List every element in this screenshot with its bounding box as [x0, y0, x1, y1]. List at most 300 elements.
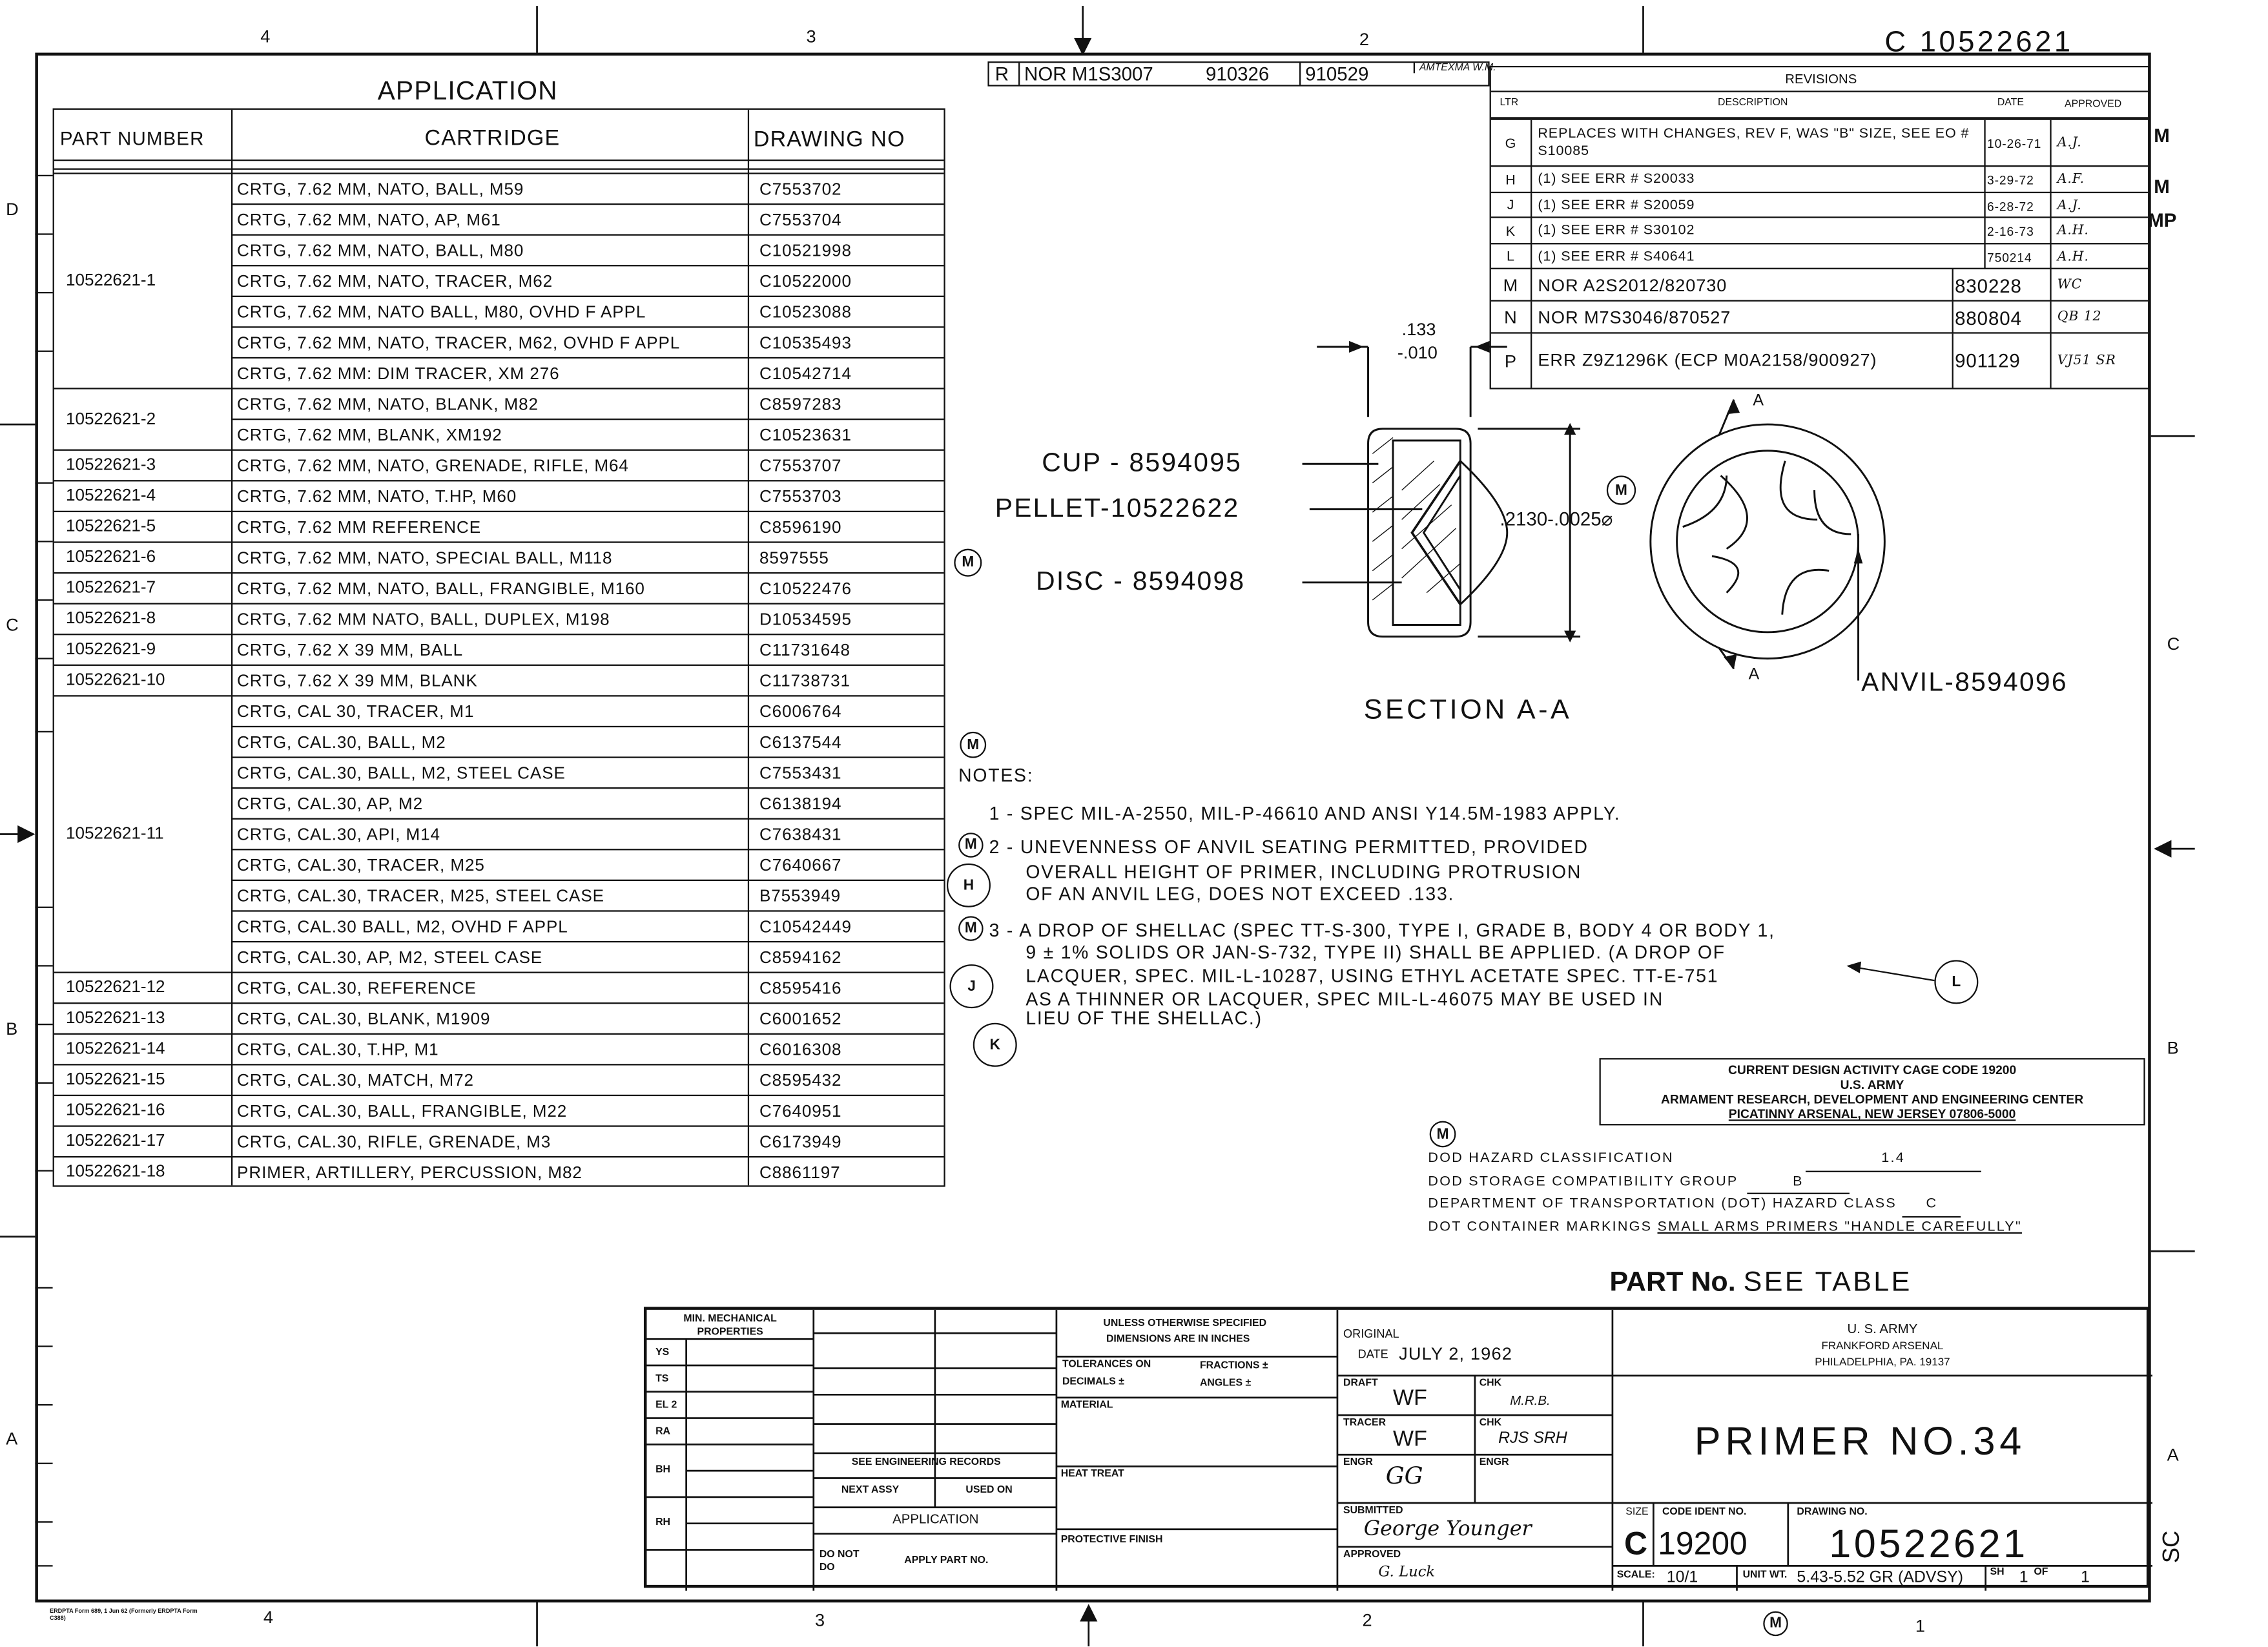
code-ident-value: 19200: [1658, 1524, 1747, 1562]
table-row: [231, 941, 943, 973]
notes-title: NOTES:: [958, 765, 1034, 786]
table-row: [231, 234, 943, 267]
rev-approved: A.J.: [2050, 120, 2150, 167]
strip-date: 910326: [1206, 63, 1270, 85]
drawing-no-cell: C8861197: [759, 1164, 841, 1182]
drawing-no-cell: C7553707: [759, 457, 842, 475]
primer-section-view: [1288, 315, 2165, 724]
dod-hazard-label: DOD HAZARD CLASSIFICATION: [1428, 1150, 1674, 1166]
disc-label: DISC - 8594098: [1036, 566, 1246, 596]
cartridge-cell: CRTG, 7.62 MM, NATO, AP, M61: [237, 211, 501, 229]
rev-date: 3-29-72: [1984, 167, 2050, 193]
rev-date: 880804: [1952, 302, 2050, 334]
part-number-cell: 10522621-15: [54, 1064, 231, 1095]
part-no: [1609, 1267, 1912, 1300]
rev-description: (1) SEE ERR # S20059: [1531, 193, 1984, 218]
rev-header-approved: APPROVED: [2065, 99, 2122, 110]
rev-description: NOR A2S2012/820730: [1531, 269, 1952, 302]
cartridge-cell: CRTG, 7.62 MM: DIM TRACER, XM 276: [237, 365, 560, 383]
cartridge-cell: CRTG, CAL 30, TRACER, M1: [237, 703, 475, 721]
table-row: [231, 511, 943, 543]
zone-right-c: C: [2167, 634, 2180, 654]
heat-treat: HEAT TREAT: [1060, 1469, 1124, 1480]
table-row: [231, 603, 943, 636]
agency-block: [1613, 1321, 2152, 1370]
table-row: [231, 419, 943, 451]
submitted-signature: George Younger: [1363, 1517, 1532, 1541]
drawing-no-cell: C7640951: [759, 1103, 842, 1121]
drawing-no-cell: C8595416: [759, 979, 842, 998]
margin-mark-3: MP: [2148, 209, 2177, 231]
zone-right-b: B: [2167, 1037, 2179, 1059]
revision-row: [1491, 119, 2148, 167]
rev-header-ltr: LTR: [1500, 98, 1519, 109]
pellet-label: PELLET-10522622: [995, 493, 1240, 523]
dot-markings-value: SMALL ARMS PRIMERS "HANDLE CAREFULLY": [1657, 1218, 2022, 1235]
cartridge-cell: CRTG, CAL.30, API, M14: [237, 826, 440, 844]
cartridge-cell: CRTG, 7.62 MM, NATO, BALL, FRANGIBLE, M160: [237, 580, 645, 598]
drawing-no-value: 10522621: [1829, 1522, 2028, 1566]
table-row: [231, 756, 943, 789]
table-row: [231, 818, 943, 851]
rev-date: 901129: [1952, 334, 2050, 388]
cartridge-cell: CRTG, CAL.30, BLANK, M1909: [237, 1010, 491, 1028]
engr-signature: GG: [1385, 1462, 1423, 1490]
tracer-label: TRACER: [1343, 1418, 1387, 1429]
drawing-no-cell: C10523088: [759, 304, 852, 322]
do-not: DO NOT: [819, 1549, 860, 1560]
approved-signature: G. Luck: [1378, 1564, 1436, 1581]
table-row: [231, 1033, 943, 1066]
anvil-label: ANVIL-8594096: [1861, 667, 2068, 697]
table-row: [231, 665, 943, 697]
revision-row: [1491, 165, 2148, 193]
rev-description: (1) SEE ERR # S20033: [1531, 167, 1984, 193]
zone-top-3: 3: [806, 26, 816, 47]
scale-label: SCALE:: [1616, 1570, 1655, 1581]
rev-ltr: P: [1504, 350, 1517, 371]
table-row: [231, 203, 943, 236]
min-mech-props: MIN. MECHANICAL PROPERTIES: [683, 1314, 777, 1338]
cartridge-cell: CRTG, 7.62 MM, NATO, T.HP, M60: [237, 488, 517, 506]
submitted-label: SUBMITTED: [1343, 1506, 1403, 1517]
table-row: [231, 541, 943, 574]
dims-in-inches: DIMENSIONS ARE IN INCHES: [1106, 1334, 1250, 1345]
rev-ltr: M: [1503, 274, 1519, 296]
drawing-no-cell: C10542449: [759, 918, 852, 936]
dot-hazard-value: C: [1902, 1194, 1961, 1217]
revision-row: [1491, 216, 2148, 244]
original-label: ORIGINAL: [1343, 1327, 1399, 1341]
cartridge-cell: CRTG, CAL.30, AP, M2, STEEL CASE: [237, 949, 543, 967]
rev-flag-l: L: [1934, 960, 1978, 1004]
rev-ltr: G: [1505, 135, 1517, 152]
rev-date: 830228: [1952, 269, 2050, 302]
title-block: [644, 1307, 2150, 1588]
note-3-m-flag: M: [958, 916, 984, 941]
zone-left-b: B: [6, 1018, 18, 1039]
table-row: [231, 388, 943, 420]
dim-diameter: .2130-.0025⌀: [1500, 508, 1613, 530]
next-assy: NEXT ASSY: [841, 1485, 900, 1496]
apply-part-no: APPLY PART NO.: [904, 1555, 989, 1566]
section-label: SECTION A-A: [1363, 695, 1572, 726]
prop-rh: RH: [655, 1517, 671, 1528]
code-ident-label: CODE IDENT NO.: [1662, 1507, 1747, 1518]
table-row: [231, 326, 943, 358]
drawing-number-top: C 10522621: [1884, 26, 2074, 59]
rev-ltr: J: [1507, 197, 1515, 214]
zone-top-2: 2: [1359, 29, 1370, 50]
rev-flag-j: J: [950, 964, 994, 1008]
revision-row: [1491, 243, 2148, 269]
table-row: [231, 1095, 943, 1127]
notes-m-flag: M: [960, 732, 986, 758]
do: DO: [819, 1562, 835, 1573]
zone-left-c: C: [6, 614, 19, 636]
application-label: APPLICATION: [892, 1511, 979, 1527]
table-row: [231, 1156, 943, 1188]
zone-bottom-4: 4: [263, 1606, 273, 1628]
dim-height: .133: [1401, 318, 1436, 340]
draft-initials: WF: [1393, 1385, 1427, 1411]
cup-label: CUP - 8594095: [1042, 448, 1242, 477]
rev-approved: VJ51 SR: [2050, 334, 2150, 388]
drawing-no-cell: C6138194: [759, 795, 842, 813]
rev-flag-h: H: [947, 864, 991, 907]
revision-strip: [987, 61, 1496, 87]
cage-line-1: CURRENT DESIGN ACTIVITY CAGE CODE 19200: [1727, 1062, 2017, 1077]
strip-ltr: R: [995, 63, 1009, 85]
cartridge-cell: CRTG, CAL.30, MATCH, M72: [237, 1072, 474, 1090]
fractions: FRACTIONS ±: [1199, 1361, 1268, 1372]
rev-date: 2-16-73: [1984, 218, 2050, 245]
material: MATERIAL: [1060, 1400, 1113, 1411]
part-number-cell: 10522621-5: [54, 511, 231, 542]
part-number-cell: 10522621-3: [54, 450, 231, 481]
part-number-cell: 10522621-2: [54, 388, 231, 449]
cartridge-cell: CRTG, CAL.30, AP, M2: [237, 795, 424, 813]
note-1: 1 - SPEC MIL-A-2550, MIL-P-46610 AND ANSI Y14.5M-1983 APPLY.: [989, 803, 1621, 824]
prop-ys: YS: [655, 1347, 670, 1358]
table-row: [231, 849, 943, 881]
strip-approved-signature: AMTEXMA W.M.: [1414, 63, 1496, 73]
dod-storage-label: DOD STORAGE COMPATIBILITY GROUP: [1428, 1173, 1738, 1189]
part-number-cell: 10522621-9: [54, 634, 231, 665]
table-row: [231, 695, 943, 727]
drawing-no-cell: C11731648: [759, 641, 850, 659]
tolerances-on: TOLERANCES ON: [1062, 1359, 1151, 1370]
zone-bottom-2: 2: [1362, 1610, 1372, 1631]
part-number-cell: 10522621-17: [54, 1125, 231, 1156]
part-number-cell: 10522621-18: [54, 1156, 231, 1187]
zone-bottom-1: 1: [1915, 1615, 1926, 1637]
size-value: C: [1624, 1524, 1648, 1562]
angles: ANGLES ±: [1199, 1378, 1252, 1389]
drawing-no-cell: C10542714: [759, 365, 852, 383]
zone-bottom-3: 3: [815, 1610, 825, 1631]
agency-line-3: PHILADELPHIA, PA. 19137: [1815, 1355, 1950, 1369]
agency-line-1: U. S. ARMY: [1847, 1321, 1918, 1336]
table-row: [231, 971, 943, 1004]
dod-m-flag: M: [1430, 1121, 1456, 1148]
rev-description: NOR M7S3046/870527: [1531, 302, 1952, 334]
drawing-no-cell: C10522000: [759, 273, 852, 291]
unit-wt-value: 5.43-5.52 GR (ADVSY): [1797, 1568, 1964, 1587]
cartridge-cell: CRTG, 7.62 MM, NATO, TRACER, M62: [237, 273, 553, 291]
cartridge-cell: PRIMER, ARTILLERY, PERCUSSION, M82: [237, 1164, 582, 1182]
rev-approved: A.H.: [2050, 218, 2150, 245]
note-3-line-3: LACQUER, SPEC. MIL-L-10287, USING ETHYL ACETATE SPEC. TT-E-751: [1026, 966, 1719, 987]
part-number-cell: 10522621-14: [54, 1033, 231, 1064]
part-number-cell: 10522621-6: [54, 541, 231, 572]
zone-left-d: D: [6, 199, 19, 220]
dod-hazard-value: 1.4: [1806, 1149, 1981, 1172]
margin-mark-2: M: [2154, 175, 2170, 198]
part-number-cell: 10522621-4: [54, 480, 231, 511]
header-cartridge: CARTRIDGE: [424, 125, 561, 150]
rev-approved: QB 12: [2050, 302, 2150, 334]
dim-height-tol: -.010: [1397, 342, 1438, 363]
rev-description: (1) SEE ERR # S30102: [1531, 218, 1984, 245]
rev-description: REPLACES WITH CHANGES, REV F, WAS "B" SIZE, SEE EO # S10085: [1531, 120, 1984, 167]
zone-top-4: 4: [260, 26, 271, 47]
cartridge-cell: CRTG, 7.62 MM, NATO BALL, M80, OVHD F APPL: [237, 304, 646, 322]
chk2-signature: RJS SRH: [1498, 1429, 1567, 1447]
table-row: [231, 296, 943, 328]
rev-header-description: DESCRIPTION: [1718, 98, 1788, 109]
cartridge-cell: CRTG, 7.62 X 39 MM, BLANK: [237, 672, 478, 690]
dod-block: [1428, 1149, 2022, 1238]
table-row: [231, 357, 943, 389]
zone-right-a: A: [2167, 1444, 2179, 1466]
engr2-label: ENGR: [1479, 1457, 1509, 1468]
table-row: [231, 1064, 943, 1096]
table-row: [231, 265, 943, 297]
date-label: DATE: [1357, 1347, 1388, 1362]
table-row: [231, 1002, 943, 1035]
cartridge-cell: CRTG, 7.62 MM, NATO, BALL, M59: [237, 180, 524, 199]
drawing-no-cell: B7553949: [759, 887, 841, 906]
table-row: [231, 880, 943, 912]
table-row: [231, 634, 943, 666]
cartridge-cell: CRTG, 7.62 MM, NATO, BALL, M80: [237, 242, 524, 260]
tracer-initials: WF: [1393, 1427, 1427, 1452]
drawing-no-cell: C6173949: [759, 1133, 842, 1152]
table-row: [231, 1125, 943, 1157]
revision-row: [1491, 192, 2148, 218]
dot-markings-label: DOT CONTAINER MARKINGS: [1428, 1218, 1653, 1235]
drawing-no-cell: C10535493: [759, 334, 852, 352]
rev-description: (1) SEE ERR # S40641: [1531, 244, 1984, 269]
note-3-line-4: AS A THINNER OR LACQUER, SPEC MIL-L-46075 MAY BE USED IN: [1026, 989, 1664, 1010]
cartridge-cell: CRTG, CAL.30, T.HP, M1: [237, 1041, 439, 1059]
part-number-cell: 10522621-8: [54, 603, 231, 634]
table-row: [231, 572, 943, 605]
rev-date: 10-26-71: [1984, 120, 2050, 167]
cartridge-cell: CRTG, 7.62 MM, BLANK, XM192: [237, 426, 502, 444]
zone-left-a: A: [6, 1428, 18, 1449]
rev-approved: WC: [2050, 269, 2150, 302]
dim-m-flag: M: [1607, 475, 1636, 504]
note-2-line-1: 2 - UNEVENNESS OF ANVIL SEATING PERMITTED, PROVIDED: [989, 837, 1589, 858]
prop-ra: RA: [655, 1427, 671, 1438]
engr-label: ENGR: [1343, 1457, 1373, 1468]
rev-approved: A.H.: [2050, 244, 2150, 269]
cut-a-top: A: [1753, 392, 1764, 410]
cut-a-bottom: A: [1748, 665, 1760, 684]
drawing-no-cell: C10522476: [759, 580, 852, 598]
leader-arrow: [1844, 958, 1946, 988]
drawing-no-cell: C6006764: [759, 703, 842, 721]
rev-date: 750214: [1984, 244, 2050, 269]
cartridge-cell: CRTG, CAL.30, BALL, M2, STEEL CASE: [237, 764, 566, 783]
part-number-cell: 10522621-1: [54, 172, 231, 388]
revision-row: [1491, 268, 2148, 302]
form-note: ERDPTA Form 689, 1 Jun 62 (Formerly ERDPTA Form C388): [50, 1606, 198, 1622]
drawing-title: PRIMER NO.34: [1694, 1419, 2026, 1464]
note-2-line-3: OF AN ANVIL LEG, DOES NOT EXCEED .133.: [1026, 884, 1455, 905]
table-row: [231, 450, 943, 482]
table-row: [231, 910, 943, 942]
part-number-cell: 10522621-12: [54, 971, 231, 1002]
cage-line-4: PICATINNY ARSENAL, NEW JERSEY 07806-5000: [1728, 1106, 2016, 1121]
original-date: JULY 2, 1962: [1399, 1343, 1512, 1364]
rev-flag-k: K: [973, 1023, 1017, 1067]
header-part-number: PART NUMBER: [59, 126, 205, 149]
part-no-label: PART No.: [1609, 1267, 1736, 1298]
cartridge-cell: CRTG, 7.62 MM, NATO, GRENADE, RIFLE, M64: [237, 457, 629, 475]
drawing-no-cell: C8594162: [759, 949, 842, 967]
cartridge-cell: CRTG, CAL.30, REFERENCE: [237, 979, 477, 998]
table-row: [231, 726, 943, 758]
drawing-no-label: DRAWING NO.: [1797, 1507, 1868, 1518]
table-row: [231, 787, 943, 820]
cartridge-cell: CRTG, CAL.30, TRACER, M25, STEEL CASE: [237, 887, 604, 906]
cartridge-cell: CRTG, 7.62 MM, NATO, TRACER, M62, OVHD F APPL: [237, 334, 681, 352]
note-3-line-1: 3 - A DROP OF SHELLAC (SPEC TT-S-300, TYPE I, GRADE B, BODY 4 OR BODY 1,: [989, 920, 1775, 941]
drawing-no-cell: C11738731: [759, 672, 850, 690]
note-3-line-5: LIEU OF THE SHELLAC.): [1026, 1008, 1263, 1029]
drawing-no-cell: C8597283: [759, 395, 842, 414]
rev-header-date: DATE: [1997, 98, 2024, 109]
cartridge-cell: CRTG, CAL.30, TRACER, M25: [237, 856, 485, 875]
rev-ltr: K: [1505, 223, 1516, 240]
agency-line-2: FRANKFORD ARSENAL: [1821, 1339, 1944, 1352]
drawing-no-cell: C6137544: [759, 734, 842, 752]
drawing-no-cell: C7640667: [759, 856, 842, 875]
dod-storage-value: B: [1747, 1172, 1850, 1194]
drawing-no-cell: C6001652: [759, 1010, 842, 1028]
dot-hazard-label: DEPARTMENT OF TRANSPORTATION (DOT) HAZARD CLASS: [1428, 1196, 1897, 1212]
note-2-m-flag: M: [958, 833, 984, 858]
application-rows: [54, 172, 944, 1185]
table-row: [231, 172, 943, 205]
title-m-flag: M: [1763, 1611, 1788, 1637]
prop-el: EL 2: [655, 1400, 677, 1411]
chk2-label: CHK: [1479, 1418, 1502, 1429]
decimals: DECIMALS ±: [1062, 1377, 1124, 1387]
strip-date2: 910529: [1299, 63, 1368, 85]
cage-line-3: ARMAMENT RESEARCH, DEVELOPMENT AND ENGINEERING CENTER: [1661, 1092, 2084, 1106]
cartridge-cell: CRTG, CAL.30, BALL, FRANGIBLE, M22: [237, 1103, 568, 1121]
rev-ltr: H: [1505, 172, 1516, 189]
cartridge-cell: CRTG, 7.62 X 39 MM, BALL: [237, 641, 464, 659]
cartridge-cell: CRTG, 7.62 MM, NATO, BLANK, M82: [237, 395, 539, 414]
prop-bh: BH: [655, 1465, 671, 1475]
sheet-value: 1: [2019, 1568, 2028, 1587]
cartridge-cell: CRTG, CAL.30, RIFLE, GRENADE, M3: [237, 1133, 552, 1152]
scale-value: 10/1: [1666, 1568, 1698, 1587]
drawing-no-cell: D10534595: [759, 610, 852, 629]
application-table: [53, 109, 945, 1187]
sheet-label: SH: [1990, 1567, 2005, 1578]
approved-label: APPROVED: [1343, 1549, 1401, 1560]
drawing-no-cell: C6016308: [759, 1041, 842, 1059]
drawing-no-cell: C10523631: [759, 426, 852, 444]
rev-approved: A.F.: [2050, 167, 2150, 193]
cartridge-cell: CRTG, CAL.30, BALL, M2: [237, 734, 446, 752]
application-title: APPLICATION: [377, 76, 558, 106]
cartridge-cell: CRTG, 7.62 MM REFERENCE: [237, 519, 482, 537]
used-on: USED ON: [965, 1485, 1013, 1496]
unit-wt-label: UNIT WT.: [1742, 1570, 1788, 1581]
rev-m-flag: M: [954, 549, 982, 577]
part-number-cell: 10522621-13: [54, 1002, 231, 1033]
chk-label: CHK: [1479, 1378, 1502, 1389]
chk-signature: M.R.B.: [1510, 1393, 1551, 1408]
margin-mark-1: M: [2154, 124, 2170, 147]
part-number-cell: 10522621-11: [54, 695, 231, 971]
rev-ltr: L: [1506, 249, 1515, 265]
rev-date: 6-28-72: [1984, 193, 2050, 218]
size-label: SIZE: [1625, 1507, 1649, 1518]
drawing-no-cell: 8597555: [759, 549, 829, 567]
cage-line-2: U.S. ARMY: [1840, 1077, 1904, 1092]
table-row: [231, 480, 943, 512]
drawing-no-cell: C7553702: [759, 180, 842, 199]
drawing-no-cell: C8595432: [759, 1072, 842, 1090]
note-3-line-2: 9 ± 1% SOLIDS OR JAN-S-732, TYPE II) SHALL BE APPLIED. (A DROP OF: [1026, 942, 1726, 963]
draft-label: DRAFT: [1343, 1378, 1378, 1389]
drawing-no-cell: C10521998: [759, 242, 852, 260]
prop-ts: TS: [655, 1374, 669, 1385]
drawing-no-cell: C7638431: [759, 826, 842, 844]
unless-specified: UNLESS OTHERWISE SPECIFIED: [1103, 1318, 1267, 1329]
strip-desc: NOR M1S3007: [1018, 63, 1153, 85]
side-mark: SC: [2160, 1530, 2185, 1564]
revisions-title: REVISIONS: [1785, 72, 1857, 87]
part-number-cell: 10522621-16: [54, 1095, 231, 1126]
drawing-no-cell: C7553431: [759, 764, 842, 783]
part-number-cell: 10522621-7: [54, 572, 231, 603]
rev-ltr: N: [1504, 307, 1518, 328]
rev-approved: A.J.: [2050, 193, 2150, 218]
rev-description: ERR Z9Z1296K (ECP M0A2158/900927): [1531, 334, 1952, 388]
protective-finish: PROTECTIVE FINISH: [1060, 1535, 1163, 1546]
part-no-value: SEE TABLE: [1743, 1267, 1912, 1298]
drawing-no-cell: C8596190: [759, 519, 842, 537]
cage-code-box: [1600, 1058, 2145, 1125]
drawing-no-cell: C7553704: [759, 211, 842, 229]
of-label: OF: [2034, 1567, 2048, 1578]
cartridge-cell: CRTG, 7.62 MM, NATO, SPECIAL BALL, M118: [237, 549, 613, 567]
cartridge-cell: CRTG, CAL.30 BALL, M2, OVHD F APPL: [237, 918, 568, 936]
header-drawing-no: DRAWING NO: [753, 126, 905, 152]
cartridge-cell: CRTG, 7.62 MM NATO, BALL, DUPLEX, M198: [237, 610, 610, 629]
drawing-no-cell: C7553703: [759, 488, 842, 506]
note-2-line-2: OVERALL HEIGHT OF PRIMER, INCLUDING PROTRUSION: [1026, 862, 1582, 883]
